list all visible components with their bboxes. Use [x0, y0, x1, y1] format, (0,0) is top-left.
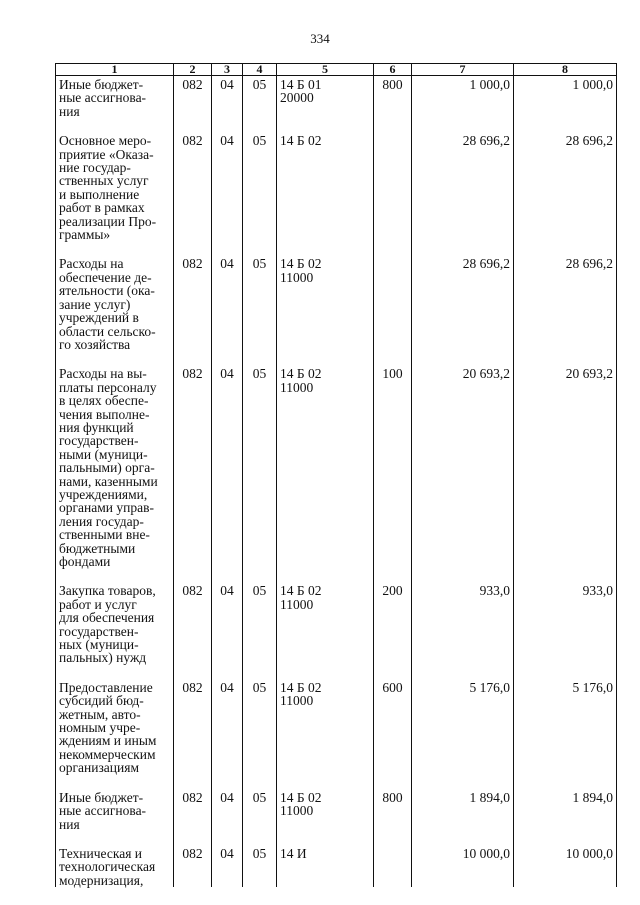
- cell-admin-code: 082: [174, 76, 212, 133]
- row-name: Расходы на обеспечение де- ятельности (ока- зание услуг) учреждений в области сельско- го хозяйства: [56, 255, 174, 365]
- cell-amount-a: 10 000,0: [412, 845, 514, 887]
- cell-expense-type: 200: [374, 582, 412, 678]
- cell-admin-code: 082: [174, 679, 212, 789]
- page-number: 334: [310, 31, 330, 46]
- cell-amount-a: 1 000,0: [412, 76, 514, 133]
- cell-amount-a: 1 894,0: [412, 789, 514, 845]
- cell-amount-b: 5 176,0: [514, 679, 617, 789]
- cell-target-article: 14 Б 02: [277, 132, 374, 255]
- cell-amount-a: 20 693,2: [412, 365, 514, 582]
- cell-subsection: 05: [243, 789, 277, 845]
- cell-section: 04: [212, 679, 243, 789]
- cell-subsection: 05: [243, 132, 277, 255]
- row-name: Расходы на вы- платы персоналу в целях обеспе- чения выполне- ния функций государствен- ными (муници- пальными) орга- нами, казенными учреждениями, органами управ- ления государ- ственными вне- бюджетными фондами: [56, 365, 174, 582]
- cell-section: 04: [212, 76, 243, 133]
- cell-admin-code: 082: [174, 255, 212, 365]
- cell-target-article: 14 Б 02 11000: [277, 789, 374, 845]
- column-header: 1: [56, 64, 174, 76]
- table-header: [56, 64, 617, 76]
- cell-admin-code: 082: [174, 845, 212, 887]
- header-row: [56, 64, 617, 76]
- cell-subsection: 05: [243, 582, 277, 678]
- table-row: [56, 845, 617, 887]
- cell-expense-type: 100: [374, 365, 412, 582]
- cell-target-article: 14 Б 01 20000: [277, 76, 374, 133]
- cell-section: 04: [212, 365, 243, 582]
- cell-amount-b: 1 000,0: [514, 76, 617, 133]
- table-row: [56, 132, 617, 255]
- row-name: Предоставление субсидий бюд- жетным, авто- номным учре- ждениям и иным некоммерческим организациям: [56, 679, 174, 789]
- cell-amount-a: 28 696,2: [412, 132, 514, 255]
- cell-expense-type: 800: [374, 789, 412, 845]
- cell-amount-a: 5 176,0: [412, 679, 514, 789]
- cell-section: 04: [212, 845, 243, 887]
- row-name: Иные бюджет- ные ассигнова- ния: [56, 789, 174, 845]
- cell-expense-type: [374, 255, 412, 365]
- cell-target-article: 14 Б 02 11000: [277, 582, 374, 678]
- cell-subsection: 05: [243, 845, 277, 887]
- cell-section: 04: [212, 582, 243, 678]
- cell-section: 04: [212, 132, 243, 255]
- cell-subsection: 05: [243, 76, 277, 133]
- cell-admin-code: 082: [174, 365, 212, 582]
- cell-section: 04: [212, 255, 243, 365]
- column-header: 5: [277, 64, 374, 76]
- column-header: 2: [174, 64, 212, 76]
- cell-amount-b: 933,0: [514, 582, 617, 678]
- table-row: [56, 365, 617, 582]
- cell-expense-type: 600: [374, 679, 412, 789]
- cell-expense-type: 800: [374, 76, 412, 133]
- cell-subsection: 05: [243, 365, 277, 582]
- cell-target-article: 14 Б 02 11000: [277, 679, 374, 789]
- cell-amount-b: 10 000,0: [514, 845, 617, 887]
- table-row: [56, 255, 617, 365]
- cell-target-article: 14 Б 02 11000: [277, 255, 374, 365]
- column-header: 8: [514, 64, 617, 76]
- column-header: 6: [374, 64, 412, 76]
- row-name: Иные бюджет- ные ассигнова- ния: [56, 76, 174, 133]
- cell-expense-type: [374, 132, 412, 255]
- table-body: [56, 76, 617, 888]
- row-name: Основное меро- приятие «Оказа- ние государ- ственных услуг и выполнение работ в рамках реализации Про- граммы»: [56, 132, 174, 255]
- cell-amount-b: 1 894,0: [514, 789, 617, 845]
- row-name: Техническая и технологическая модернизация,: [56, 845, 174, 887]
- cell-amount-b: 20 693,2: [514, 365, 617, 582]
- cell-expense-type: [374, 845, 412, 887]
- cell-target-article: 14 Б 02 11000: [277, 365, 374, 582]
- table-row: [56, 789, 617, 845]
- cell-amount-b: 28 696,2: [514, 255, 617, 365]
- cell-admin-code: 082: [174, 132, 212, 255]
- cell-admin-code: 082: [174, 582, 212, 678]
- table-row: [56, 582, 617, 678]
- row-name: Закупка товаров, работ и услуг для обеспечения государствен- ных (муници- пальных) нужд: [56, 582, 174, 678]
- column-header: 7: [412, 64, 514, 76]
- cell-amount-b: 28 696,2: [514, 132, 617, 255]
- table-row: [56, 76, 617, 133]
- cell-target-article: 14 И: [277, 845, 374, 887]
- column-header: 3: [212, 64, 243, 76]
- cell-subsection: 05: [243, 255, 277, 365]
- cell-subsection: 05: [243, 679, 277, 789]
- budget-table: [55, 63, 617, 887]
- cell-amount-a: 28 696,2: [412, 255, 514, 365]
- cell-admin-code: 082: [174, 789, 212, 845]
- cell-section: 04: [212, 789, 243, 845]
- table-row: [56, 679, 617, 789]
- cell-amount-a: 933,0: [412, 582, 514, 678]
- column-header: 4: [243, 64, 277, 76]
